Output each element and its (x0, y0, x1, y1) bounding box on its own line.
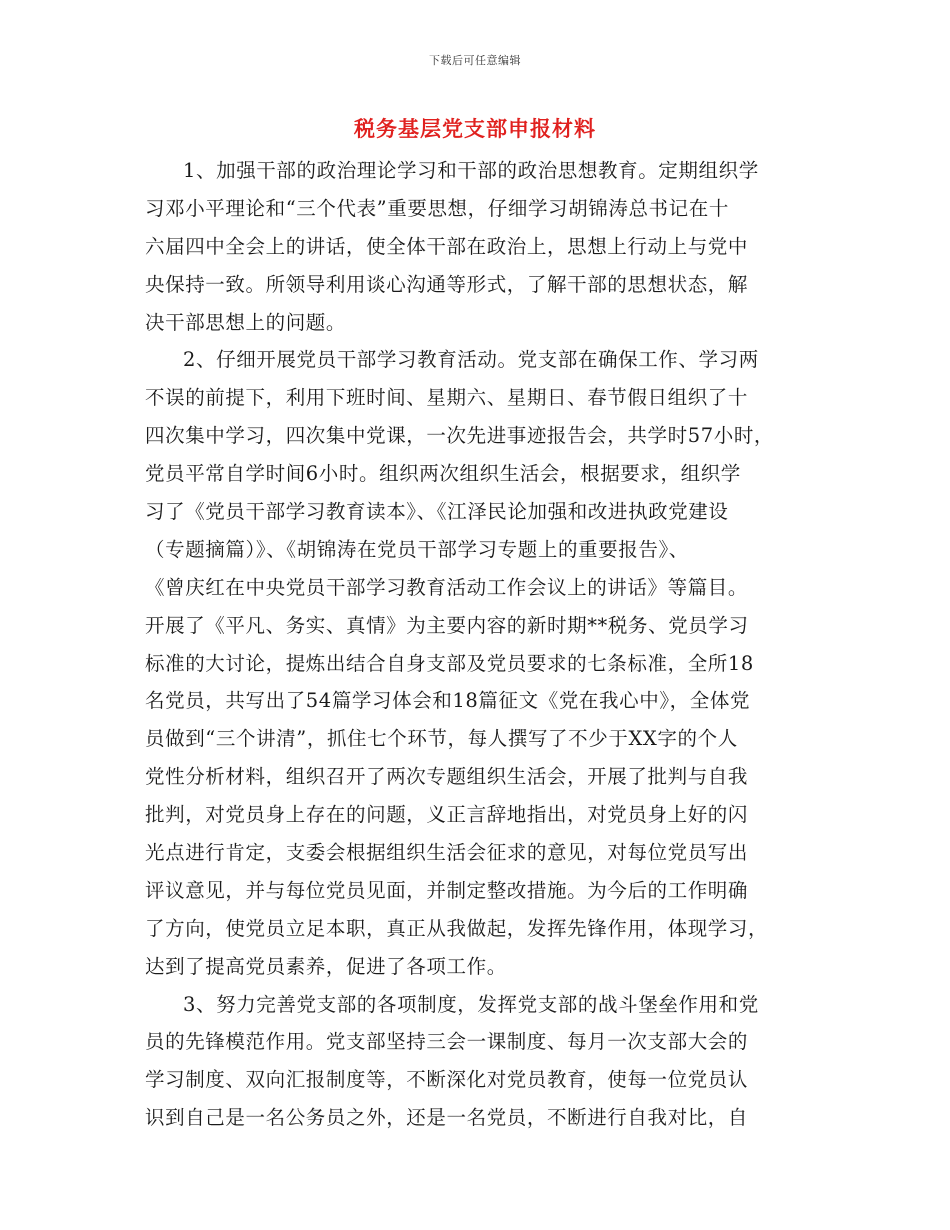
paragraph-2-line: 批判，对党员身上存在的问题，义正言辞地指出，对党员身上好的闪 (145, 803, 749, 827)
paragraph-2-line: 达到了提高党员素养，促进了各项工作。 (145, 954, 507, 978)
document-body (145, 152, 808, 1137)
paragraph-2-line: 2、仔细开展党员干部学习教育活动。党支部在确保工作、学习两 (183, 348, 759, 372)
paragraph-2-line: 员做到“三个讲清”，抓住七个环节，每人撰写了不少于XX字的个人 (145, 727, 738, 751)
paragraph-1-line: 六届四中全会上的讲话，使全体干部在政治上，思想上行动上与党中 (145, 234, 749, 258)
paragraph-1-line: 央保持一致。所领导利用谈心沟通等形式，了解干部的思想状态，解 (145, 272, 749, 296)
paragraph-2-line: 光点进行肯定，支委会根据组织生活会征求的意见，对每位党员写出 (145, 841, 749, 865)
paragraph-3-line: 3、努力完善党支部的各项制度，发挥党支部的战斗堡垒作用和党 (183, 992, 759, 1016)
paragraph-2-line: 标准的大讨论，提炼出结合自身支部及党员要求的七条标准，全所18 (145, 651, 754, 675)
paragraph-2-line: 名党员，共写出了54篇学习体会和18篇征文《党在我心中》，全体党 (145, 689, 751, 713)
document-title: 税务基层党支部申报材料 (354, 116, 596, 141)
paragraph-2-line: 了方向，使党员立足本职，真正从我做起，发挥先锋作用，体现学习， (145, 916, 769, 940)
paragraph-3-line: 员的先锋模范作用。党支部坚持三会一课制度、每月一次支部大会的 (145, 1030, 749, 1054)
paragraph-1-line: 习邓小平理论和“三个代表”重要思想，仔细学习胡锦涛总书记在十 (145, 196, 729, 220)
paragraph-2-line: 四次集中学习，四次集中党课，一次先进事迹报告会，共学时57小时， (145, 424, 775, 448)
paragraph-1-line: 1、加强干部的政治理论学习和干部的政治思想教育。定期组织学 (183, 159, 759, 182)
paragraph-2-line: （专题摘篇）》、《胡锦涛在党员干部学习专题上的重要报告》、 (145, 537, 689, 561)
paragraph-1-line: 决干部思想上的问题。 (145, 310, 347, 334)
paragraph-2-line: 党员平常自学时间6小时。组织两次组织生活会，根据要求，组织学 (145, 462, 741, 486)
paragraph-3-line: 学习制度、双向汇报制度等，不断深化对党员教育，使每一位党员认 (145, 1068, 749, 1092)
paragraph-3-line: 识到自己是一名公务员之外，还是一名党员，不断进行自我对比，自 (145, 1106, 749, 1130)
paragraph-2-line: 不误的前提下，利用下班时间、星期六、星期日、春节假日组织了十 (145, 386, 749, 410)
paragraph-2-line: 评议意见，并与每位党员见面，并制定整改措施。为今后的工作明确 (145, 878, 749, 902)
paragraph-2-line: 习了《党员干部学习教育读本》、《江泽民论加强和改进执政党建设 (145, 500, 729, 524)
page-header-note: 下载后可任意编辑 (429, 54, 521, 67)
paragraph-2-line: 党性分析材料，组织召开了两次专题组织生活会，开展了批判与自我 (145, 765, 749, 789)
paragraph-2-line: 《曾庆红在中央党员干部学习教育活动工作会议上的讲话》等篇目。 (145, 575, 749, 599)
paragraph-2-line: 开展了《平凡、务实、真情》为主要内容的新时期**税务、党员学习 (145, 613, 749, 637)
